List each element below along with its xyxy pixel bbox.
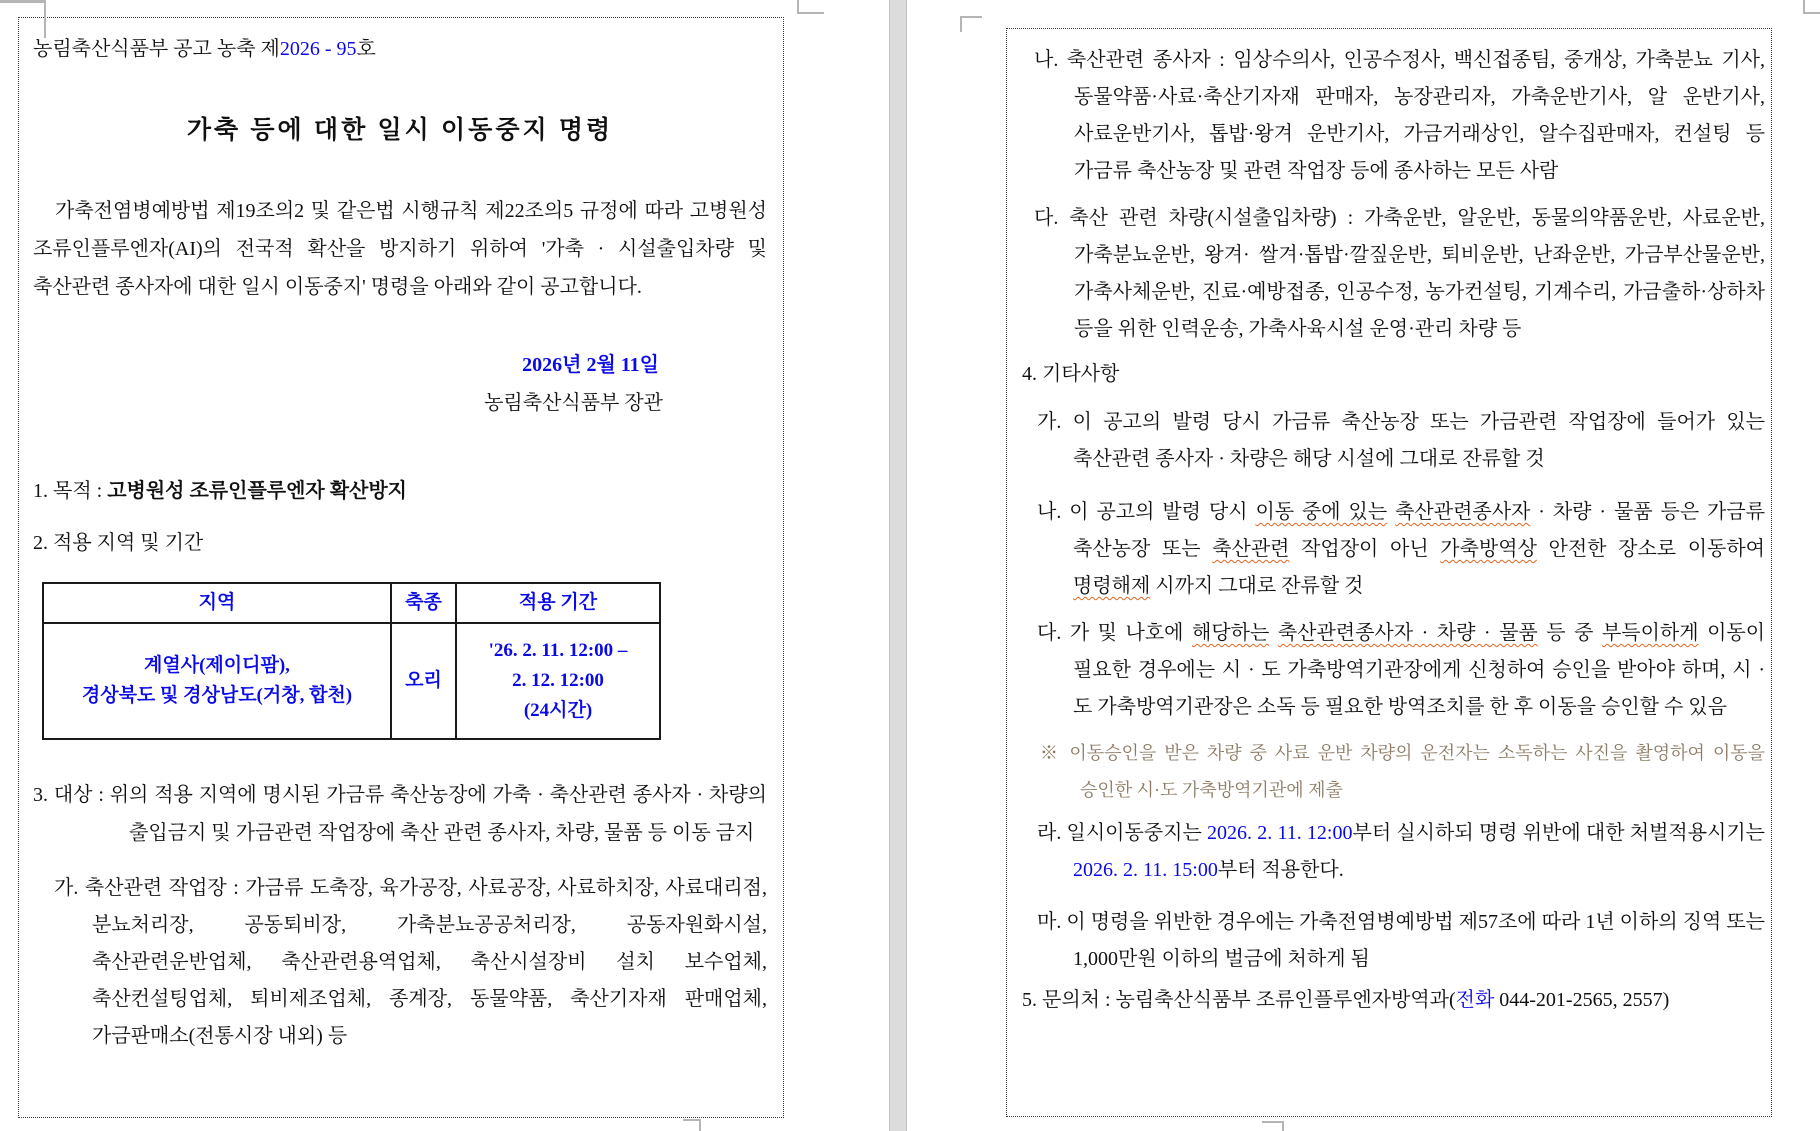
page-1: [0, 0, 889, 1131]
text-segment: 부득이하게: [1601, 622, 1699, 644]
text-segment: 등 중: [1537, 622, 1602, 644]
item-da-vehicles: 다. 축산 관련 차량(시설출입차량) : 가축운반, 알운반, 동물의약품운반, 사료운반, 가축분뇨운반, 왕겨· 쌀겨·톱밥·깔짚운반, 퇴비운반, 난좌운반, 가금부산물운반, 가축사체운반, 진료·예방접종, 인공수정, 농가컨설팅, 기계수리, 가금출하·상하차 등을 위한 인력운송, 가축사육시설 운영·관리 차량 등: [1034, 207, 1765, 340]
text-segment: 해당하는: [1192, 622, 1270, 644]
section-3-target: 3. 대상 : 위의 적용 지역에 명시된 가금류 축산농장에 가축 · 축산관련 종사자 · 차량의 출입금지 및 가금관련 작업장에 축산 관련 종사자, 차량, 물품 등 이동 금지: [33, 784, 767, 844]
text-segment: 2026. 2. 11. 15:00: [1073, 859, 1218, 881]
text-segment: 축산관련: [1212, 538, 1290, 560]
text-segment: 이동 중에 있는: [1255, 501, 1388, 523]
item-ga-workplaces: 가. 축산관련 작업장 : 가금류 도축장, 육가공장, 사료공장, 사료하치장, 사료대리점, 분뇨처리장, 공동퇴비장, 가축분뇨공공처리장, 공동자원화시설, 축산관련운반업체, 축산관련용역업체, 축산시설장비 설치 보수업체, 축산컨설팅업체, 퇴비제조업체, 종계장, 동물약품, 축산기자재 판매업체, 가금판매소(전통시장 내외) 등: [54, 877, 767, 1047]
scope-table: [42, 582, 661, 740]
period-line-2: 2. 12. 12:00: [512, 670, 604, 691]
scope-table-header-row: [43, 583, 660, 623]
page-2: [907, 0, 1820, 1131]
section-5-contact: [1022, 982, 1765, 1019]
text-segment: 축산관련종사자 · 차량 · 물품: [1277, 622, 1538, 644]
intro-paragraph: 가축전염병예방법 제19조의2 및 같은법 시행규칙 제22조의5 규정에 따라 고병원성 조류인플루엔자(AI)의 전국적 확산을 방지하기 위하여 '가축 · 시설출입차량 및 축산관련 종사자에 대한 일시 이동중지' 명령을 아래와 같이 공고합니다.: [33, 200, 767, 298]
period-line-3: (24시간): [523, 700, 593, 721]
section-2-label: 2. 적용 지역 및 기간: [33, 532, 204, 554]
column-header-species: 축종: [391, 583, 456, 623]
page-corner-mark: [960, 16, 982, 32]
text-segment: 시까지 그대로 잔류할 것: [1150, 575, 1364, 597]
section-4-label: 4. 기타사항: [1022, 363, 1120, 385]
notice-number-line: [33, 30, 767, 68]
text-segment: 가축방역상: [1440, 538, 1537, 560]
text-segment: 전화: [1455, 989, 1495, 1011]
misc-item-ma: 마. 이 명령을 위반한 경우에는 가축전염병예방법 제57조에 따라 1년 이하의 징역 또는 1,000만원 이하의 벌금에 처하게 됨: [1037, 911, 1765, 970]
page-1-content: [33, 0, 767, 1055]
text-segment: 2026 - 95: [279, 38, 357, 60]
page-corner-mark: [797, 0, 824, 14]
document-title: 가축 등에 대한 일시 이동중지 명령: [186, 117, 614, 144]
page-gap-divider: [889, 0, 907, 1131]
text-segment: 부터 적용한다.: [1217, 859, 1344, 881]
text-segment: 044-201-2565, 2557): [1494, 989, 1670, 1011]
page-corner-mark: [1803, 0, 1820, 14]
item-na-workers: 나. 축산관련 종사자 : 임상수의사, 인공수정사, 백신접종팀, 중개상, 가축분뇨 기사, 동물약품·사료·축산기자재 판매자, 농장관리자, 가축운반기사, 알 운반기사, 사료운반기사, 톱밥·왕겨 운반기사, 가금거래상인, 알수집판매자, 컨설팅 등 가금류 축산농장 및 관련 작업장 등에 종사하는 모든 사람: [1034, 49, 1765, 182]
text-segment: 안전한 장소로 이동하여: [1536, 538, 1766, 560]
column-header-region: 지역: [43, 583, 391, 623]
misc-item-na: [1037, 494, 1765, 605]
text-segment: 축산관련종사자: [1395, 501, 1531, 523]
text-segment: 부터 실시하되 명령 위반에 대한 처벌적용시기는: [1352, 822, 1766, 844]
column-header-period: 적용 기간: [456, 583, 660, 623]
page-2-content: [1022, 0, 1765, 1019]
text-segment: 다. 가 및 나호에: [1037, 622, 1192, 644]
page-corner-mark: [683, 1119, 701, 1131]
text-segment: [1387, 501, 1395, 523]
text-segment: 고병원성 조류인플루엔자 확산방지: [107, 480, 408, 502]
misc-item-da: [1037, 615, 1765, 726]
misc-item-ga: 가. 이 공고의 발령 당시 가금류 축산농장 또는 가금관련 작업장에 들어가 있는 축산관련 종사자 · 차량은 해당 시설에 그대로 잔류할 것: [1037, 411, 1765, 470]
text-segment: 호: [356, 38, 376, 60]
notice-date: 2026년 2월 11일: [522, 354, 659, 376]
reference-note: ※ 이동승인을 받은 차량 중 사료 운반 차량의 운전자는 소독하는 사진을 촬영하여 이동을 승인한 시·도 가축방역기관에 제출: [1040, 743, 1765, 800]
misc-item-ra: [1037, 815, 1765, 889]
text-segment: 1. 목적 :: [33, 480, 108, 502]
text-segment: 이동이 필요한 경우에는 시 · 도 가축방역기관장에게 신청하여 승인을 받아야 하며, 시 · 도 가축방역기관장은 소독 등 필요한 방역조치를 한 후 이동을 승인할 수 있음: [1073, 622, 1766, 718]
period-line-1: '26. 2. 11. 12:00 –: [488, 640, 628, 661]
text-segment: · 차량 · 물품 등은 가금류 축산농장 또는: [1073, 501, 1766, 560]
text-segment: 라. 일시이동중지는: [1037, 822, 1208, 844]
cell-region: [43, 623, 391, 739]
section-1-purpose: [33, 472, 767, 510]
text-segment: 명령해제: [1073, 575, 1151, 597]
text-segment: 작업장이 아닌: [1289, 538, 1441, 560]
text-segment: 2026. 2. 11. 12:00: [1207, 822, 1353, 844]
text-segment: 나. 이 공고의 발령 당시: [1037, 501, 1256, 523]
cell-species: 오리: [391, 623, 456, 739]
text-segment: [1269, 622, 1278, 644]
cell-period: [456, 623, 660, 739]
text-segment: 5. 문의처 : 농림축산식품부 조류인플루엔자방역과(: [1022, 989, 1456, 1011]
text-segment: 농림축산식품부 공고 농축 제: [33, 38, 280, 60]
signer: 농림축산식품부 장관: [484, 392, 663, 414]
region-line-2: 경상북도 및 경상남도(거창, 합천): [81, 685, 353, 706]
region-line-1: 계열사(제이디팜),: [144, 655, 290, 676]
scope-table-data-row: [43, 623, 660, 739]
page-corner-mark: [1262, 1121, 1284, 1131]
